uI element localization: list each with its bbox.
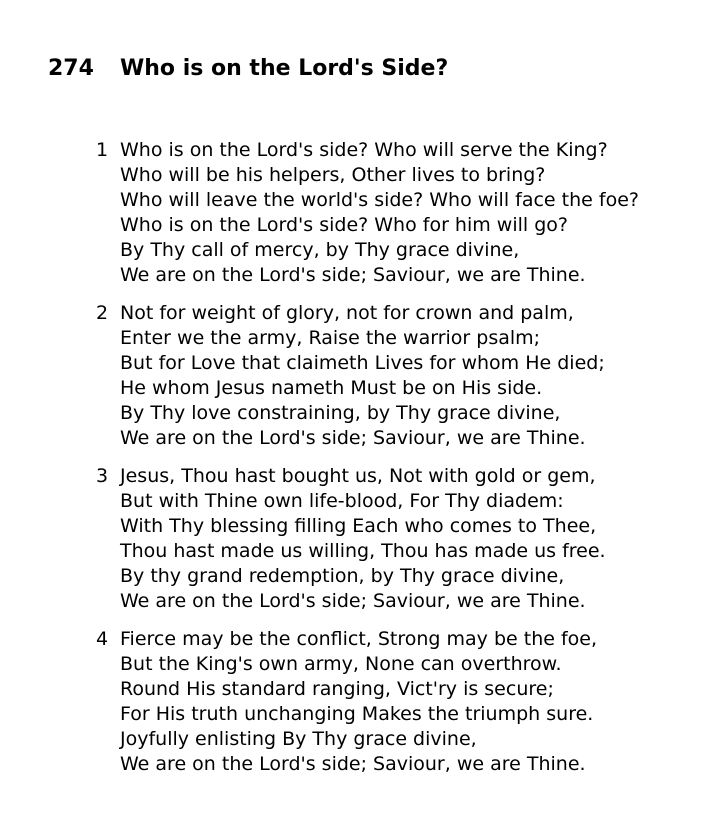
verse-line: Enter we the army, Raise the warrior psalm; — [120, 327, 541, 349]
verse-line: Round His standard ranging, Vict'ry is secure; — [120, 678, 554, 700]
verse-line: Who will be his helpers, Other lives to bring? — [120, 164, 546, 186]
verse-1 — [0, 138, 720, 288]
hymn-title: Who is on the Lord's Side? — [120, 56, 449, 81]
verse-line: By Thy call of mercy, by Thy grace divine, — [120, 239, 520, 261]
verse-3 — [0, 464, 720, 614]
verse-line: We are on the Lord's side; Saviour, we are Thine. — [120, 753, 586, 775]
verse-line: Not for weight of glory, not for crown and palm, — [120, 302, 574, 324]
verse-line: Who is on the Lord's side? Who for him will go? — [120, 214, 568, 236]
hymn-header — [48, 54, 448, 84]
verse-line: We are on the Lord's side; Saviour, we are Thine. — [120, 427, 586, 449]
verse-number: 1 — [96, 139, 109, 161]
verse-lines — [120, 301, 720, 451]
verse-line: Who will leave the world's side? Who will face the foe? — [120, 189, 639, 211]
verse-number: 2 — [96, 302, 109, 324]
verse-line: For His truth unchanging Makes the triumph sure. — [120, 703, 594, 725]
verse-lines — [120, 464, 720, 614]
verse-line: Who is on the Lord's side? Who will serve the King? — [120, 139, 608, 161]
verse-line: He whom Jesus nameth Must be on His side. — [120, 377, 543, 399]
verse-line: But the King's own army, None can overthrow. — [120, 653, 562, 675]
verse-number: 3 — [96, 465, 109, 487]
verse-line: We are on the Lord's side; Saviour, we are Thine. — [120, 590, 586, 612]
verse-line: But with Thine own life-blood, For Thy diadem: — [120, 490, 564, 512]
verses — [0, 138, 720, 790]
verse-lines — [120, 627, 720, 777]
verse-line: By Thy love constraining, by Thy grace divine, — [120, 402, 561, 424]
verse-4 — [0, 627, 720, 777]
verse-2 — [0, 301, 720, 451]
verse-line: Thou hast made us willing, Thou has made us free. — [120, 540, 606, 562]
verse-line: We are on the Lord's side; Saviour, we are Thine. — [120, 264, 586, 286]
verse-line: Joyfully enlisting By Thy grace divine, — [120, 728, 477, 750]
verse-line: Fierce may be the conflict, Strong may be the foe, — [120, 628, 598, 650]
verse-line: With Thy blessing filling Each who comes to Thee, — [120, 515, 597, 537]
verse-lines — [120, 138, 720, 288]
verse-number: 4 — [96, 628, 109, 650]
verse-line: Jesus, Thou hast bought us, Not with gold or gem, — [120, 465, 596, 487]
verse-line: By thy grand redemption, by Thy grace divine, — [120, 565, 565, 587]
hymn-number: 274 — [48, 56, 94, 81]
verse-line: But for Love that claimeth Lives for whom He died; — [120, 352, 605, 374]
